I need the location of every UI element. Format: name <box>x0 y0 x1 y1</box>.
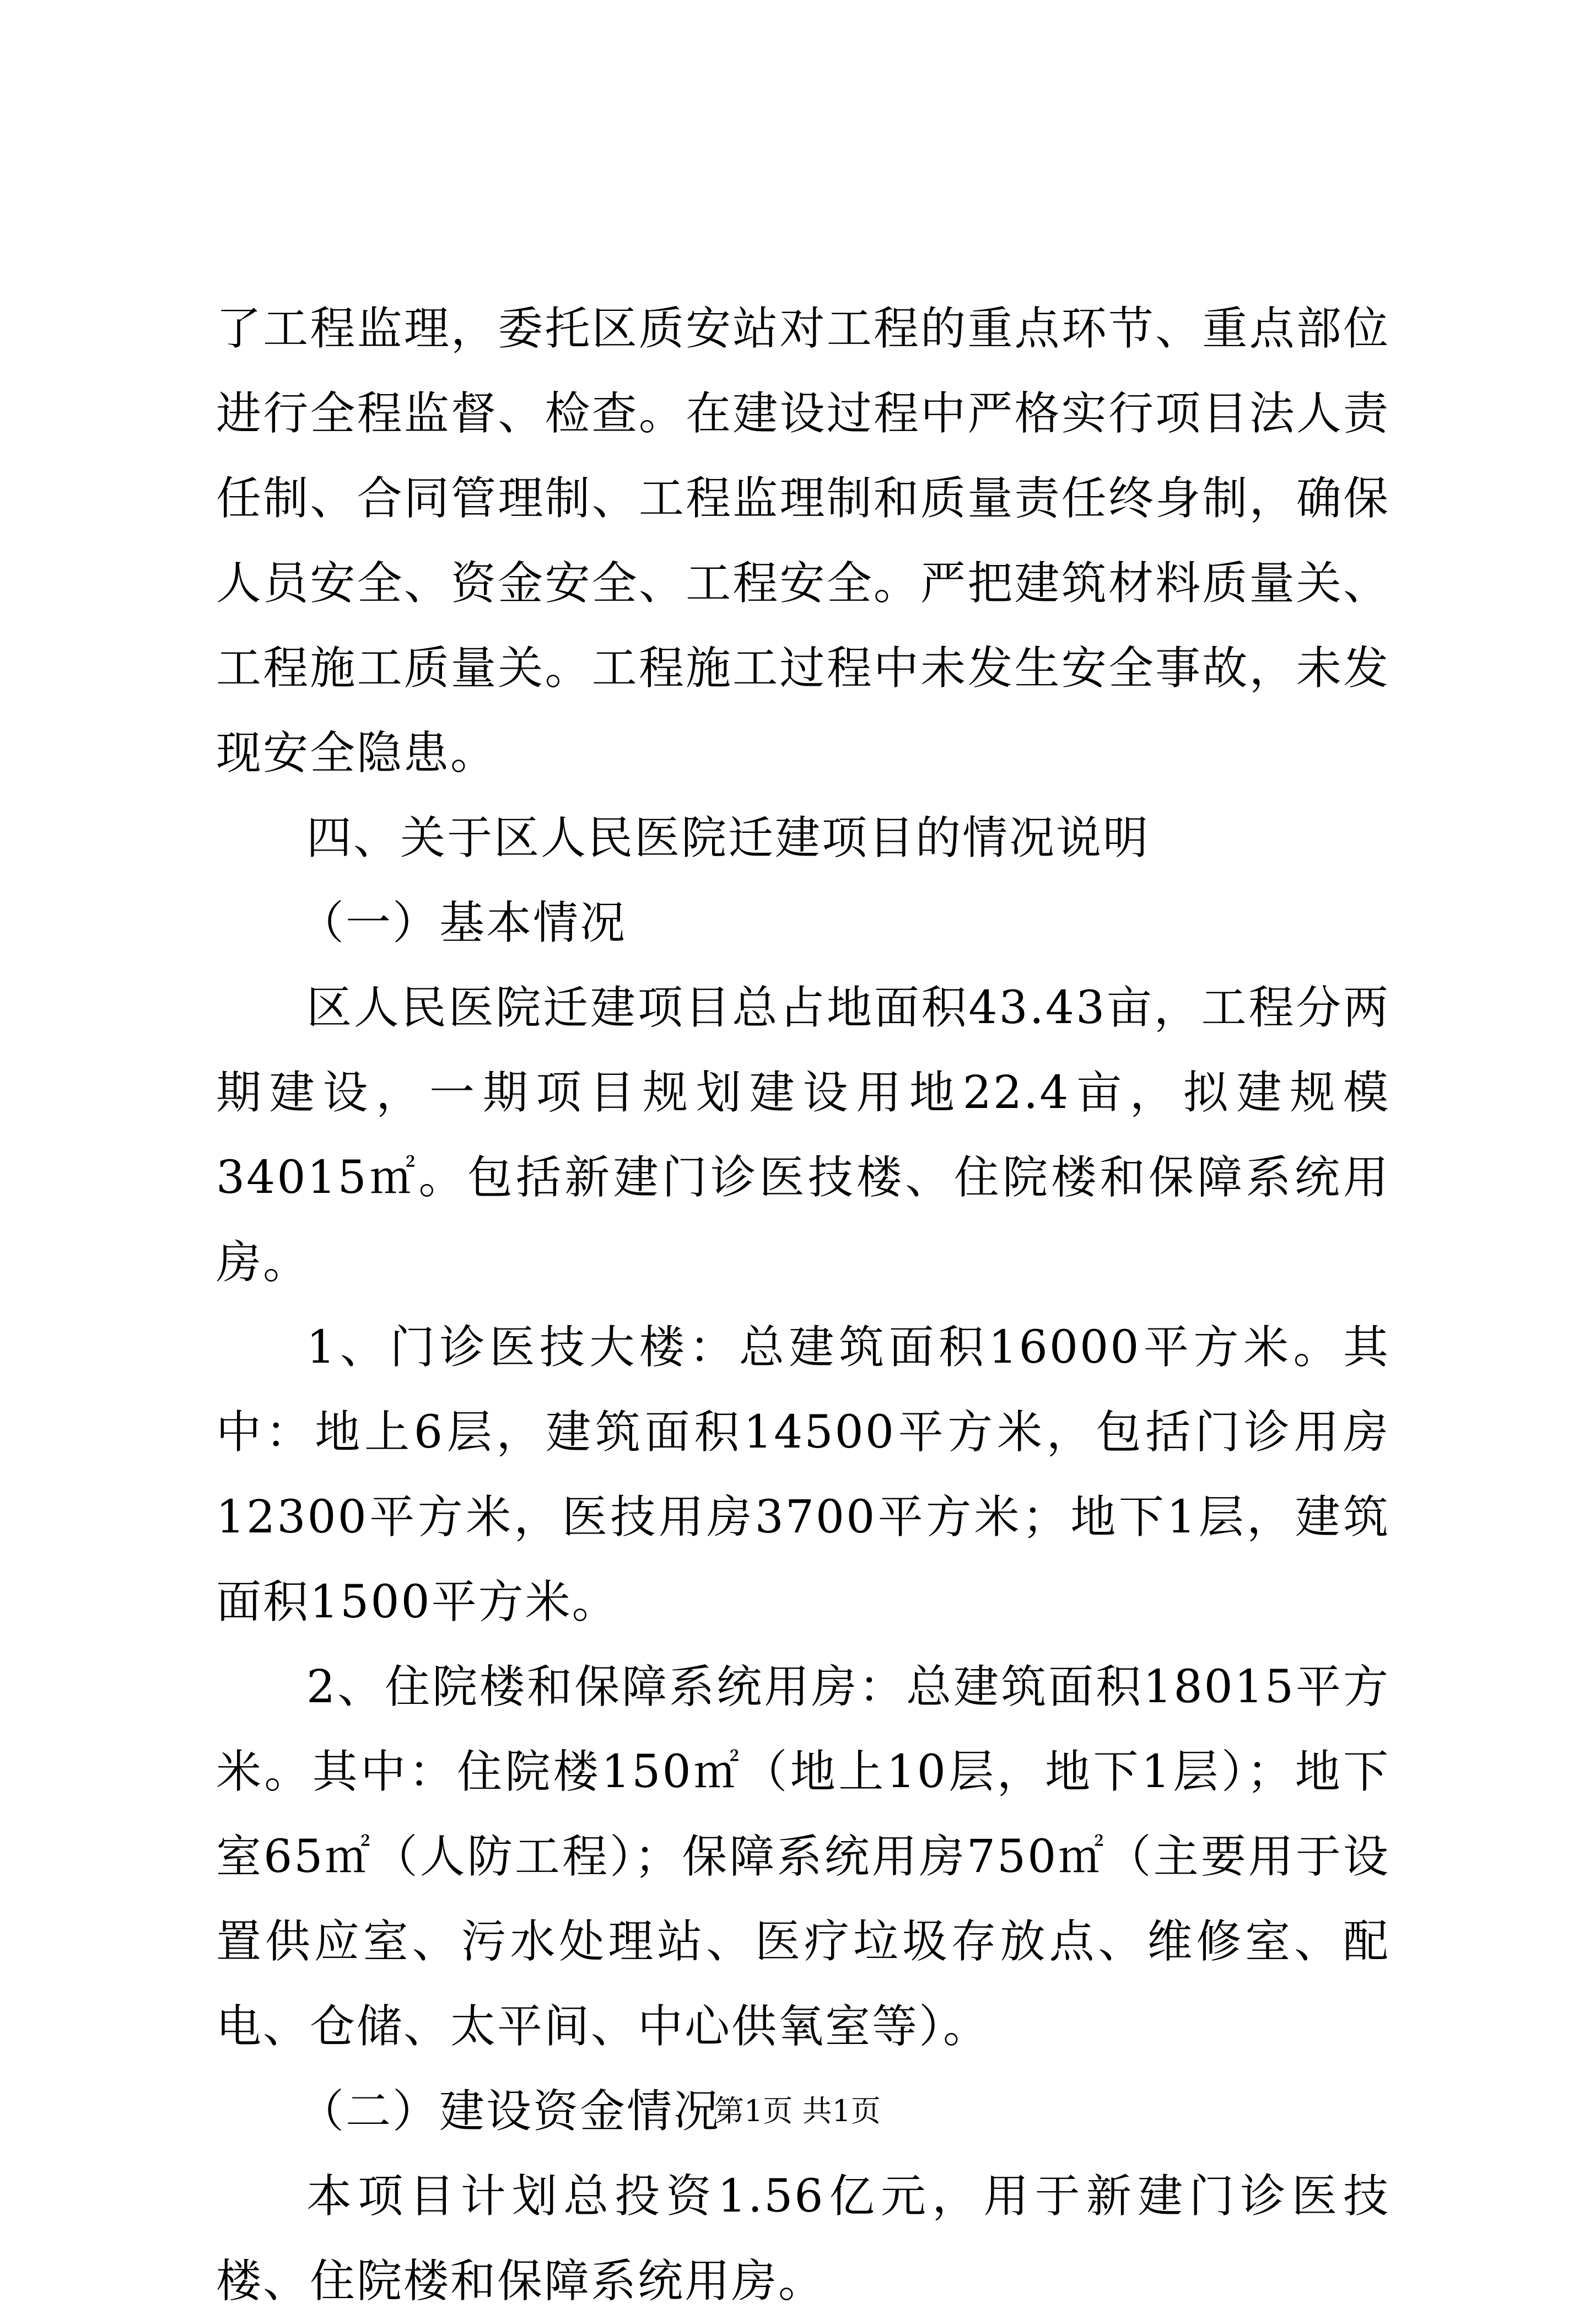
paragraph-inpatient-building: 2、住院楼和保障系统用房：总建筑面积18015平方米。其中：住院楼150㎡（地上10层，地下1层）；地下室65㎡（人防工程）；保障系统用房750㎡（主要用于设置供应室、污水处理站、医疗垃圾存放点、维修室、配电、仓储、太平间、中心供氧室等）。 <box>216 1661 1390 2053</box>
page-footer: 第1页 共1页 <box>714 2094 881 2128</box>
section-heading-four: 四、关于区人民医院迁建项目的情况说明 <box>306 812 1150 864</box>
paragraph-funding: 本项目计划总投资1.56亿元，用于新建门诊医技楼、住院楼和保障系统用房。 <box>216 2170 1390 2307</box>
paragraph-basic-info: 区人民医院迁建项目总占地面积43.43亩，工程分两期建设，一期项目规划建设用地22.4亩，拟建规模34015㎡。包括新建门诊医技楼、住院楼和保障系统用房。 <box>216 982 1390 1289</box>
subsection-heading-funding: （二）建设资金情况 <box>299 2085 721 2138</box>
paragraph-outpatient-building: 1、门诊医技大楼：总建筑面积16000平方米。其中：地上6层，建筑面积14500平方米，包括门诊用房12300平方米，医技用房3700平方米；地下1层，建筑面积1500平方米。 <box>216 1321 1390 1628</box>
subsection-heading-basic: （一）基本情况 <box>299 897 627 949</box>
document-body <box>216 287 1390 2324</box>
paragraph-supervision: 了工程监理，委托区质安站对工程的重点环节、重点部位进行全程监督、检查。在建设过程中严格实行项目法人责任制、合同管理制、工程监理制和质量责任终身制，确保人员安全、资金安全、工程安全。严把建筑材料质量关、工程施工质量关。工程施工过程中未发生安全事故，未发现安全隐患。 <box>216 303 1390 779</box>
